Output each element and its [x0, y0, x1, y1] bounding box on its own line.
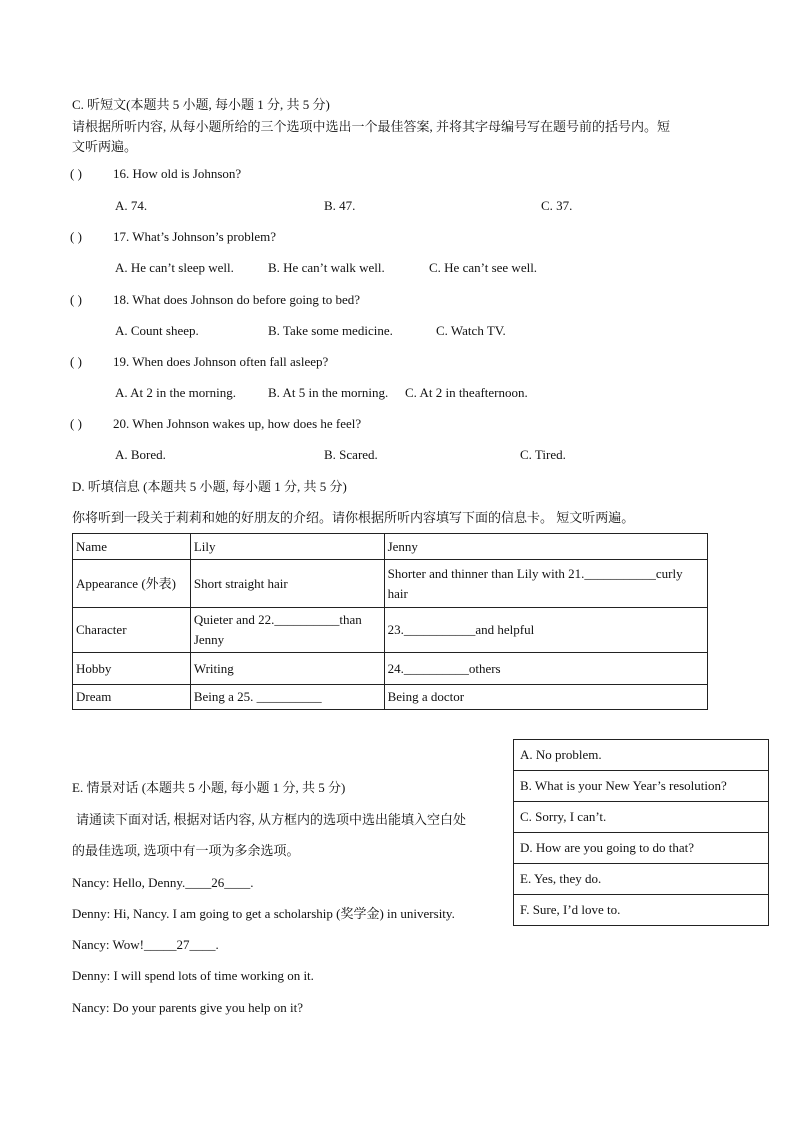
option-c: C. At 2 in theafternoon.: [405, 385, 528, 400]
question-text: 18. What does Johnson do before going to bed?: [113, 292, 361, 307]
section-e-instruction-line1: 请通读下面对话, 根据对话内容, 从方框内的选项中选出能填入空白处: [76, 812, 467, 827]
section-c-instruction-line2: 文听两遍。: [72, 139, 138, 154]
section-e-heading: E. 情景对话 (本题共 5 小题, 每小题 1 分, 共 5 分): [72, 780, 346, 795]
dialogue-options-box: [513, 739, 769, 926]
dialogue-option-a: A. No problem.: [514, 740, 769, 771]
table-cell: Dream: [73, 685, 191, 710]
table-cell-fill-24[interactable]: 24.__________others: [384, 653, 707, 685]
table-cell: Being a doctor: [384, 685, 707, 710]
option-c: C. Watch TV.: [436, 323, 506, 338]
info-card-table: [72, 533, 708, 710]
option-b: B. At 5 in the morning.: [268, 385, 389, 400]
dialogue-line: Denny: I will spend lots of time working on it.: [72, 968, 314, 983]
dialogue-option-d: D. How are you going to do that?: [514, 833, 769, 864]
question-text: 17. What’s Johnson’s problem?: [113, 229, 276, 244]
table-cell: Writing: [190, 653, 384, 685]
table-row: [73, 653, 708, 685]
option-c: C. He can’t see well.: [429, 260, 538, 275]
answer-bracket[interactable]: ( ): [70, 292, 82, 307]
section-c-heading: C. 听短文(本题共 5 小题, 每小题 1 分, 共 5 分): [72, 97, 330, 112]
option-c: C. Tired.: [520, 447, 566, 462]
table-header-cell: Name: [73, 534, 191, 560]
section-d-instruction: 你将听到一段关于莉莉和她的好朋友的介绍。请你根据所听内容填写下面的信息卡。 短文听两遍。: [72, 510, 635, 525]
table-cell: Short straight hair: [190, 560, 384, 608]
dialogue-option-e: E. Yes, they do.: [514, 864, 769, 895]
option-a: A. At 2 in the morning.: [115, 385, 236, 400]
dialogue-option-b: B. What is your New Year’s resolution?: [514, 771, 769, 802]
option-b: B. Take some medicine.: [268, 323, 393, 338]
dialogue-option-c: C. Sorry, I can’t.: [514, 802, 769, 833]
option-a: A. Bored.: [115, 447, 166, 462]
option-b: B. 47.: [324, 198, 356, 213]
dialogue-line: Nancy: Wow!_____27____.: [72, 937, 219, 952]
table-cell-fill-25[interactable]: Being a 25. __________: [190, 685, 384, 710]
dialogue-line: Denny: Hi, Nancy. I am going to get a scholarship (奖学金) in university.: [72, 906, 455, 921]
table-row: [73, 685, 708, 710]
section-c-instruction-line1: 请根据所听内容, 从每小题所给的三个选项中选出一个最佳答案, 并将其字母编号写在题号前的括号内。短: [72, 119, 671, 134]
table-cell-fill-21[interactable]: Shorter and thinner than Lily with 21.___________curly hair: [384, 560, 707, 608]
section-e-instruction-line2: 的最佳选项, 选项中有一项为多余选项。: [72, 843, 300, 858]
option-c: C. 37.: [541, 198, 573, 213]
option-a: A. 74.: [115, 198, 148, 213]
table-cell: Hobby: [73, 653, 191, 685]
answer-bracket[interactable]: ( ): [70, 416, 82, 431]
table-header-cell: Lily: [190, 534, 384, 560]
table-cell-fill-23[interactable]: 23.___________and helpful: [384, 608, 707, 653]
dialogue-line: Nancy: Hello, Denny.____26____.: [72, 875, 254, 890]
table-row: [73, 608, 708, 653]
option-a: A. Count sheep.: [115, 323, 199, 338]
table-header-cell: Jenny: [384, 534, 707, 560]
table-cell: Character: [73, 608, 191, 653]
question-text: 16. How old is Johnson?: [113, 166, 242, 181]
question-text: 20. When Johnson wakes up, how does he feel?: [113, 416, 362, 431]
answer-bracket[interactable]: ( ): [70, 229, 82, 244]
dialogue-option-f: F. Sure, I’d love to.: [514, 895, 769, 926]
table-cell-fill-22[interactable]: Quieter and 22.__________than Jenny: [190, 608, 384, 653]
question-text: 19. When does Johnson often fall asleep?: [113, 354, 329, 369]
table-cell: Appearance (外表): [73, 560, 191, 608]
option-b: B. Scared.: [324, 447, 378, 462]
answer-bracket[interactable]: ( ): [70, 166, 82, 181]
table-row: [73, 560, 708, 608]
dialogue-line: Nancy: Do your parents give you help on it?: [72, 1000, 304, 1015]
section-d-heading: D. 听填信息 (本题共 5 小题, 每小题 1 分, 共 5 分): [72, 479, 347, 494]
table-header-row: [73, 534, 708, 560]
option-b: B. He can’t walk well.: [268, 260, 385, 275]
answer-bracket[interactable]: ( ): [70, 354, 82, 369]
option-a: A. He can’t sleep well.: [115, 260, 234, 275]
